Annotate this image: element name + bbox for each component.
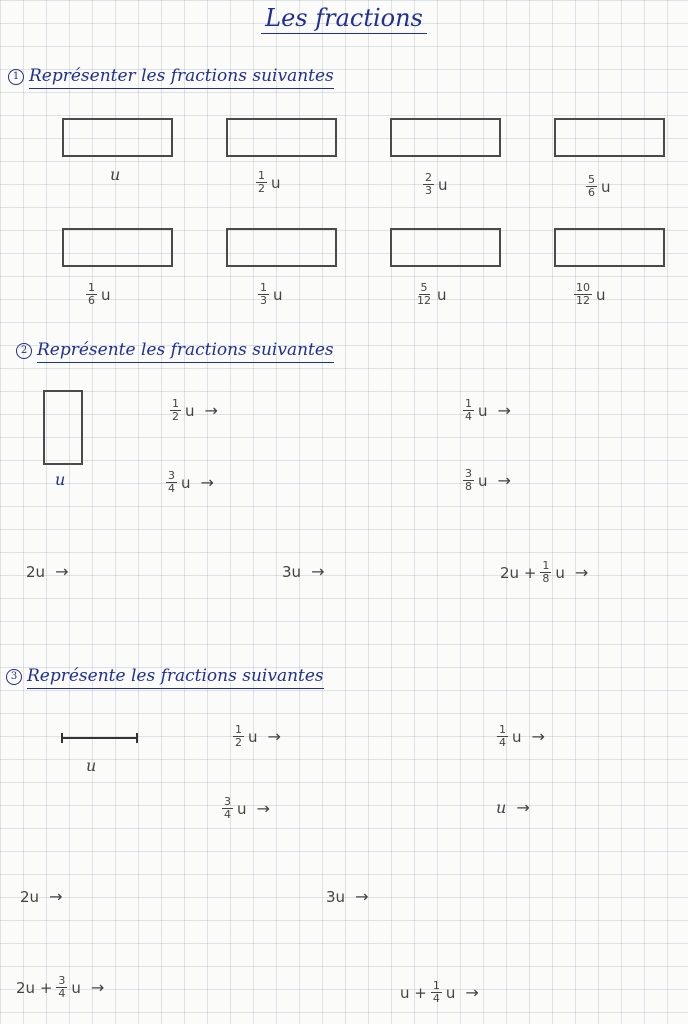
denominator: 12 — [417, 294, 431, 307]
arrow-icon: → — [497, 471, 511, 490]
fraction — [586, 174, 597, 199]
numerator: 10 — [576, 281, 590, 294]
numerator: 3 — [58, 974, 66, 987]
unit-text: u — [273, 285, 283, 304]
unit-text: u — [101, 285, 111, 304]
mixed-item[interactable] — [500, 560, 588, 585]
section-2-heading — [16, 340, 334, 360]
numerator: 1 — [542, 559, 550, 572]
fraction — [258, 282, 269, 307]
arrow-icon: → — [267, 727, 281, 746]
fraction — [56, 975, 67, 1000]
section-1-number: 1 — [8, 69, 24, 85]
fraction-rectangle[interactable] — [390, 228, 501, 267]
whole-text: 2u — [26, 562, 46, 581]
numerator: 1 — [172, 397, 179, 410]
whole-text: 3u — [282, 562, 302, 581]
fraction-item[interactable] — [463, 468, 511, 493]
mixed-item[interactable] — [400, 980, 479, 1005]
fraction-rectangle[interactable] — [390, 118, 501, 157]
numerator: 3 — [465, 467, 472, 480]
whole-prefix: 2u + — [500, 563, 537, 582]
fraction — [574, 282, 592, 307]
fraction — [256, 170, 267, 195]
denominator: 2 — [235, 736, 242, 749]
unit-text: u — [478, 471, 488, 490]
arrow-icon: → — [531, 727, 545, 746]
unit-text: u — [237, 799, 247, 818]
whole-prefix: 2u + — [16, 978, 53, 997]
unit-text: u — [478, 401, 488, 420]
unit-rectangle — [43, 390, 83, 465]
unit-text: u — [601, 177, 611, 196]
section-1-heading — [8, 66, 334, 86]
numerator: 1 — [499, 723, 506, 736]
whole-item[interactable] — [20, 887, 62, 906]
rect-label-fraction — [586, 174, 611, 199]
denominator: 4 — [499, 736, 506, 749]
unit-text: u — [496, 798, 507, 817]
rect-label-fraction — [415, 282, 447, 307]
fraction-rectangle[interactable] — [554, 118, 665, 157]
fraction — [497, 724, 508, 749]
section-2-number: 2 — [16, 343, 32, 359]
fraction — [423, 172, 434, 197]
unit-text: u — [437, 285, 447, 304]
denominator: 3 — [260, 294, 267, 307]
arrow-icon: → — [90, 978, 105, 997]
fraction-item[interactable] — [166, 470, 214, 495]
denominator: 4 — [432, 992, 440, 1005]
numerator: 3 — [224, 795, 231, 808]
whole-text: 2u — [20, 887, 40, 906]
section-3-number: 3 — [6, 669, 22, 685]
numerator: 1 — [258, 169, 265, 182]
arrow-icon: → — [355, 887, 369, 906]
unit-text: u — [512, 727, 522, 746]
fraction-rectangle[interactable] — [226, 118, 337, 157]
rect-label-fraction — [258, 282, 283, 307]
denominator: 2 — [172, 410, 179, 423]
unit-text: u — [555, 563, 565, 582]
whole-item[interactable] — [26, 562, 68, 581]
unit-text: u — [185, 401, 195, 420]
unit-text: u — [181, 473, 191, 492]
rect-label-fraction — [423, 172, 448, 197]
unit-text: u — [248, 727, 258, 746]
numerator: 3 — [168, 469, 175, 482]
fraction-rectangle[interactable] — [226, 228, 337, 267]
fraction-item[interactable] — [222, 796, 270, 821]
fraction — [222, 796, 233, 821]
denominator: 8 — [542, 572, 550, 585]
fraction-item[interactable] — [463, 398, 511, 423]
fraction — [463, 468, 474, 493]
segment-end-tick — [136, 733, 138, 743]
unit-item[interactable] — [496, 798, 530, 817]
rect-label-fraction — [574, 282, 606, 307]
arrow-icon: → — [497, 401, 511, 420]
denominator: 2 — [258, 182, 265, 195]
unit-segment-label — [86, 756, 96, 775]
fraction — [86, 282, 97, 307]
unit-rectangle-label — [55, 470, 65, 489]
arrow-icon: → — [465, 983, 479, 1002]
denominator: 12 — [576, 294, 590, 307]
numerator: 1 — [260, 281, 267, 294]
unit-text: u — [110, 165, 121, 184]
numerator: 1 — [432, 979, 440, 992]
rect-label-unit — [110, 165, 120, 184]
fraction-item[interactable] — [497, 724, 545, 749]
whole-item[interactable] — [282, 562, 324, 581]
fraction — [166, 470, 177, 495]
unit-text: u — [86, 756, 97, 775]
denominator: 8 — [465, 480, 472, 493]
whole-prefix: u + — [400, 983, 427, 1002]
unit-text: u — [71, 978, 81, 997]
denominator: 6 — [588, 186, 595, 199]
numerator: 1 — [235, 723, 242, 736]
fraction — [463, 398, 474, 423]
fraction — [170, 398, 181, 423]
unit-text: u — [438, 175, 448, 194]
arrow-icon: → — [516, 798, 530, 817]
denominator: 4 — [465, 410, 472, 423]
fraction — [431, 980, 442, 1005]
arrow-icon: → — [574, 563, 589, 582]
unit-text: u — [55, 470, 66, 489]
section-2-heading-text: Représente les fractions suivantes — [37, 340, 334, 363]
fraction-item[interactable] — [170, 398, 218, 423]
arrow-icon: → — [55, 562, 69, 581]
section-3-heading — [6, 666, 324, 686]
numerator: 5 — [420, 281, 428, 294]
fraction-rectangle[interactable] — [554, 228, 665, 267]
section-1-heading-text: Représenter les fractions suivantes — [29, 66, 334, 89]
arrow-icon: → — [49, 887, 63, 906]
fraction — [233, 724, 244, 749]
rect-label-fraction — [256, 170, 281, 195]
arrow-icon: → — [200, 473, 214, 492]
rect-label-fraction — [86, 282, 111, 307]
numerator: 1 — [465, 397, 472, 410]
denominator: 4 — [224, 808, 231, 821]
numerator: 2 — [425, 171, 432, 184]
mixed-item[interactable] — [16, 975, 104, 1000]
whole-rectangle[interactable] — [62, 118, 173, 157]
arrow-icon: → — [204, 401, 218, 420]
denominator: 6 — [88, 294, 95, 307]
fraction-rectangle[interactable] — [62, 228, 173, 267]
unit-text: u — [596, 285, 606, 304]
denominator: 4 — [58, 987, 66, 1000]
unit-segment — [62, 737, 138, 739]
denominator: 4 — [168, 482, 175, 495]
fraction — [540, 560, 551, 585]
unit-text: u — [271, 173, 281, 192]
numerator: 1 — [88, 281, 95, 294]
arrow-icon: → — [311, 562, 325, 581]
whole-text: 3u — [326, 887, 346, 906]
denominator: 3 — [425, 184, 432, 197]
fraction — [415, 282, 433, 307]
arrow-icon: → — [256, 799, 270, 818]
numerator: 5 — [588, 173, 595, 186]
section-3-heading-text: Représente les fractions suivantes — [27, 666, 324, 689]
whole-item[interactable] — [326, 887, 368, 906]
unit-text: u — [445, 983, 456, 1002]
page-title: Les fractions — [0, 4, 688, 32]
fraction-item[interactable] — [233, 724, 281, 749]
